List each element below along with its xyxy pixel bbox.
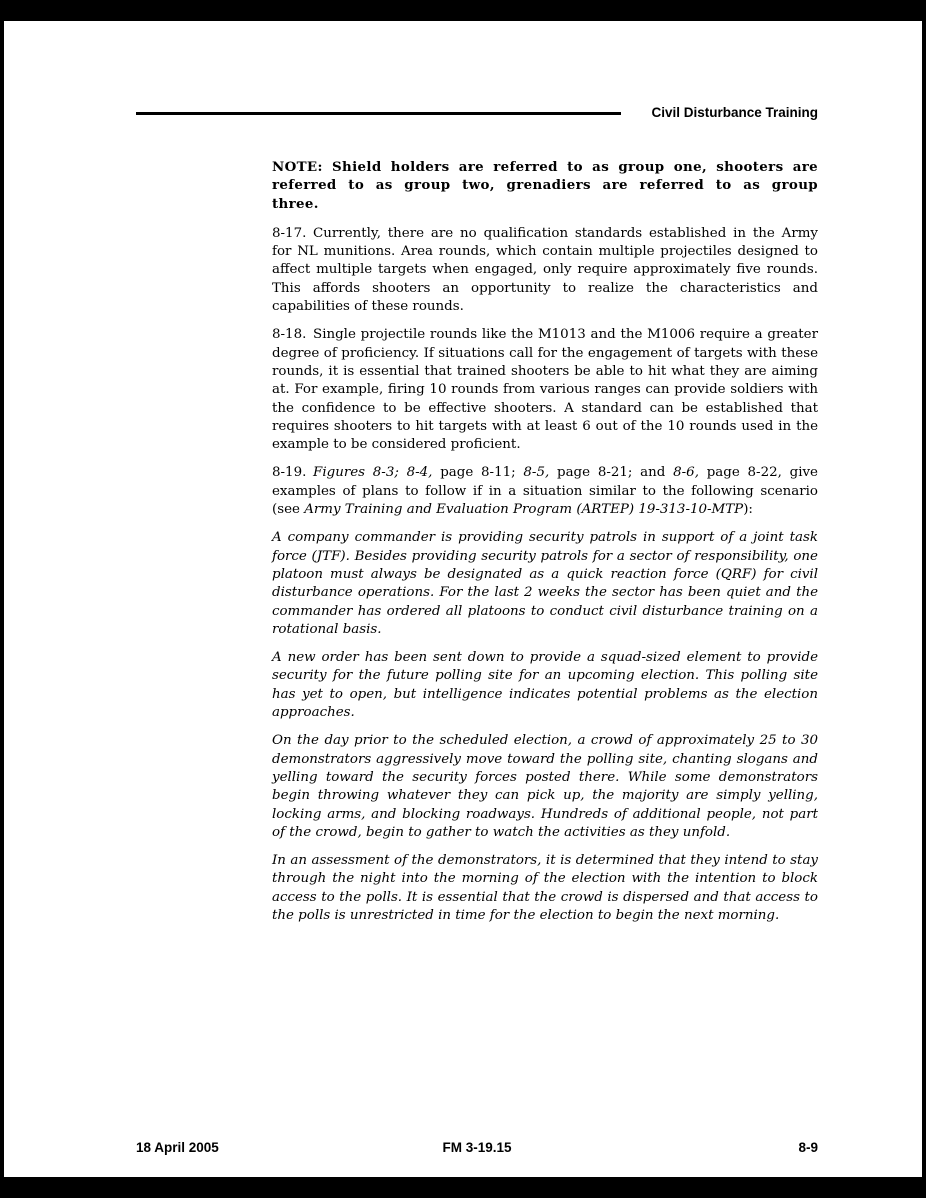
footer-page-number: 8-9 [798,1140,818,1155]
text-segment: page 8-21; and [549,465,674,481]
text-segment: 8-6, [673,465,699,481]
text-segment: In an assessment of the demonstrators, it is determined that they intend to stay through the night into the morning of the election with the intention to block access to the polls. It is essential that the crowd is dispersed and that access to the polls is unrestricted in time for the election to begin the next morning. [272,853,818,923]
text-segment: Army Training and Evaluation Program (ARTEP) 19-313-10-MTP [304,502,744,518]
body-paragraph [272,326,818,454]
body-paragraph [272,225,818,316]
text-segment: A company commander is providing security patrols in support of a joint task force (JTF). Besides providing security patrols for a sector of responsibility, one platoon must always be designated as a quick reaction force (QRF) for civil disturbance operations. For the last 2 weeks the sector has been quiet and the commander has ordered all platoons to conduct civil disturbance training on a rotational basis. [272,530,818,637]
running-header-title: Civil Disturbance Training [651,105,818,120]
text-segment: page 8-22, give examples of plans to follow if in a situation similar to the following scenario (see [272,465,818,518]
note-paragraph [272,158,818,213]
header-rule [136,112,621,115]
page-footer [136,1140,818,1158]
scenario-paragraph [272,649,818,722]
text-segment: NOTE: Shield holders are referred to as group one, shooters are referred to as group two, grenadiers are referred to as group three. [272,159,818,212]
text-segment: 8-19. [272,465,314,481]
text-segment: Figures 8-3; 8-4, [313,465,433,481]
page-sheet [4,21,922,1177]
text-segment: ): [743,502,753,518]
footer-manual-number: FM 3-19.15 [442,1140,512,1155]
text-segment: 8-17. Currently, there are no qualification standards established in the Army for NL munitions. Area rounds, which contain multiple projectiles designed to affect multiple targets when engaged, only require approximately five rounds. This affords shooters an opportunity to realize the characteristics and capabilities of these rounds. [272,225,818,315]
footer-date: 18 April 2005 [136,1140,219,1155]
body-paragraph [272,464,818,519]
text-segment: On the day prior to the scheduled election, a crowd of approximately 25 to 30 demonstrators aggressively move toward the polling site, chanting slogans and yelling toward the security forces posted there. While some demonstrators begin throwing whatever they can pick up, the majority are simply yelling, locking arms, and blocking roadways. Hundreds of additional people, not part of the crowd, begin to gather to watch the activities as they unfold. [272,733,818,840]
body-column [272,158,818,935]
text-segment: 8-18. Single projectile rounds like the M1013 and the M1006 require a greater degree of proficiency. If situations call for the engagement of targets with these rounds, it is essential that trained shooters be able to hit what they are aiming at. For example, firing 10 rounds from various ranges can provide soldiers with the confidence to be effective shooters. A standard can be established that requires shooters to hit targets with at least 6 out of the 10 rounds used in the example to be considered proficient. [272,327,818,453]
scenario-paragraph [272,529,818,639]
scenario-paragraph [272,732,818,842]
text-segment: A new order has been sent down to provide a squad-sized element to provide security for the future polling site for an upcoming election. This polling site has yet to open, but intelligence indicates potential problems as the election approaches. [272,650,818,721]
scenario-paragraph [272,852,818,925]
text-segment: page 8-11; [432,465,524,481]
text-segment: 8-5, [523,465,550,481]
